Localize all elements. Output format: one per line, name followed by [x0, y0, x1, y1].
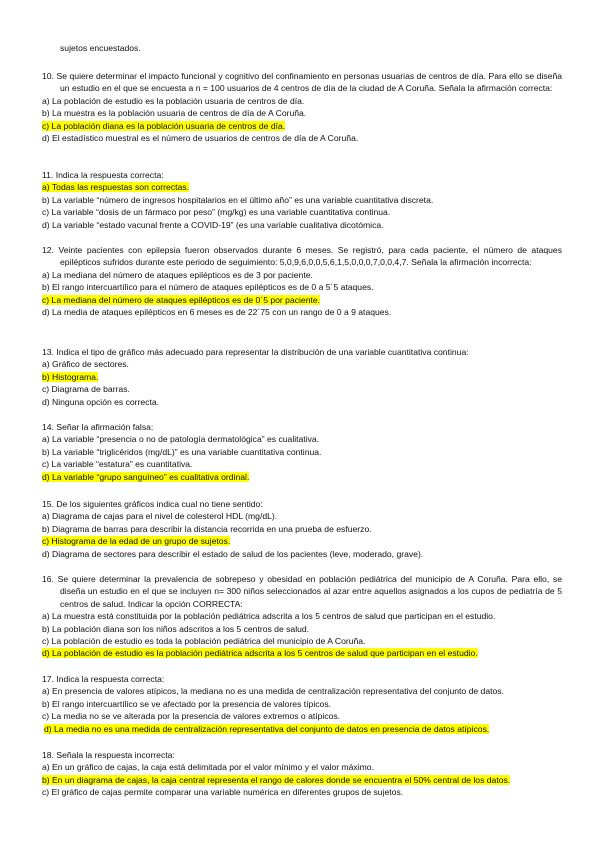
question-13	[42, 346, 562, 408]
question-11	[42, 169, 562, 231]
answer-option: b) La variable “número de ingresos hospitalarios en el último año” es una variable cuantitativa discreta.	[42, 194, 434, 205]
answer-option: a) Diagrama de cajas para el nivel de colesterol HDL (mg/dL).	[42, 511, 278, 522]
answer-option-highlighted: c) La mediana del número de ataques epilépticos es de 0´5 por paciente.	[42, 294, 321, 305]
answer-option: a) En un gráfico de cajas, la caja está delimitada por el valor mínimo y el valor máximo.	[42, 762, 374, 773]
answer-option: a) La población de estudio es la población usuaria de centros de día.	[42, 95, 305, 106]
answer-option-highlighted: b) Histograma.	[42, 371, 99, 382]
question-stem: 13. Indica el tipo de gráfico más adecuado para representar la distribución de una variable cuantitativa continua:	[42, 347, 469, 357]
question-stem: 15. De los siguientes gráficos indica cual no tiene sentido:	[42, 499, 263, 509]
answer-option: d) La media de ataques epilépticos en 6 meses es de 22´75 con un rango de 0 a 9 ataques.	[42, 307, 392, 318]
answer-option-highlighted: d) La variable “grupo sanguíneo” es cualitativa ordinal.	[42, 471, 250, 482]
question-15	[42, 498, 562, 560]
answer-option: b) La muestra es la población usuaria de centros de día de A Coruña.	[42, 108, 307, 119]
answer-option: a) En presencia de valores atípicos, la mediana no es una medida de centralización representativa del conjunto de datos.	[42, 686, 504, 697]
answer-option: c) La variable “estatura” es cuantitativa.	[42, 459, 193, 470]
answer-option: c) La variable “dosis de un fármaco por peso” (mg/kg) es una variable cuantitativa continua.	[42, 207, 391, 218]
question-stem: 11. Indica la respuesta correcta:	[42, 170, 164, 180]
question-stem: 14. Señar la afirmación falsa:	[42, 422, 154, 432]
answer-option-highlighted: c) Histograma de la edad de un grupo de sujetos.	[42, 536, 231, 547]
question-stem: 18. Señala la respuesta incorrecta:	[42, 750, 175, 760]
answer-option: b) La población diana son los niños adscritos a los 5 centros de salud.	[42, 623, 310, 634]
question-stem: 16. Se quiere determinar la prevalencia de sobrepeso y obesidad en población pediátrica del municipio de A Coruña. Para ello, se diseña un estudio en el que se incluyen n= 300 niños seleccionados al azar entre aquellos asignados a los cupos de pediatría de 5 centros de salud. Indicar la opción CORRECTA:	[42, 574, 562, 609]
answer-option-highlighted: d) La media no es una medida de centralización representativa del conjunto de datos en presencia de datos atípicos.	[44, 723, 490, 734]
answer-option: b) El rango intercuartílico para el número de ataques epilépticos es de 0 a 5´5 ataques.	[42, 282, 374, 293]
answer-option: c) El gráfico de cajas permite comparar una variable numérica en diferentes grupos de sujetos.	[42, 787, 404, 798]
answer-option: d) La variable “estado vacunal frente a COVID-19” (es una variable cualitativa dicotómica.	[42, 219, 384, 230]
answer-option: b) Diagrama de barras para describir la distancia recorrida en una prueba de esfuerzo.	[42, 523, 372, 534]
question-12	[42, 244, 562, 318]
text-line: sujetos encuestados.	[60, 43, 141, 53]
answer-option: d) Diagrama de sectores para describir el estado de salud de los pacientes (leve, moderado, grave).	[42, 548, 424, 559]
answer-option-highlighted: b) En un diagrama de cajas, la caja central representa el rango de calores donde se encuentra el 50% central de los datos.	[42, 774, 511, 785]
answer-option: a) La variable “presencia o no de patología dermatológica” es cualitativa.	[42, 434, 320, 445]
question-stem: 17. Indica la respuesta correcta:	[42, 674, 165, 684]
question-16	[42, 573, 562, 660]
question-17	[42, 673, 562, 735]
question-14	[42, 421, 562, 483]
answer-option: a) Gráfico de sectores.	[42, 359, 129, 370]
answer-option-highlighted: a) Todas las respuestas son correctas.	[42, 182, 189, 193]
answer-option-highlighted: d) La población de estudio es la población pediátrica adscrita a los 5 centros de salud que participan en el estudio.	[42, 648, 478, 659]
question-stem: 10. Se quiere determinar el impacto funcional y cognitivo del confinamiento en personas usuarias de centros de día. Para ello se diseña un estudio en el que se encuesta a n = 100 usuarios de 4 centros de día de la ciudad de A Coruña. Señala la afirmación correcta:	[42, 71, 562, 94]
answer-option-highlighted: c) La población diana es la población usuaria de centros de día.	[42, 120, 286, 131]
question-9-tail	[42, 42, 562, 54]
answer-option: d) El estadístico muestral es el número de usuarios de centros de día de A Coruña.	[42, 133, 359, 144]
answer-option: b) El rango intercuartílico se ve afectado por la presencia de valores típicos.	[42, 698, 331, 709]
answer-option: a) La muestra está constituida por la población pediátrica adscrita a los 5 centros de salud que participan en el estudio.	[42, 611, 496, 622]
question-10	[42, 70, 562, 144]
answer-option: b) La variable “triglicéridos (mg/dL)” es una variable cuantitativa continua.	[42, 446, 322, 457]
question-18	[42, 749, 562, 799]
answer-option: c) La media no se ve alterada por la presencia de valores extremos o atípicos.	[42, 711, 341, 722]
answer-option: d) Ninguna opción es correcta.	[42, 396, 160, 407]
answer-option: a) La mediana del número de ataques epilépticos es de 3 por paciente.	[42, 269, 313, 280]
answer-option: c) La población de estudio es toda la población pediátrica del municipio de A Coruña.	[42, 636, 366, 647]
question-stem: 12. Veinte pacientes con epilepsia fueron observados durante 6 meses. Se registró, para cada paciente, el número de ataques epilépticos sufridos durante este periodo de seguimiento: 5,0,9,6,0,0,5,6,1,5,0,0,0,7,0,0,4,7. Señala la afirmación incorrecta:	[42, 245, 562, 268]
answer-option: c) Diagrama de barras.	[42, 384, 130, 395]
